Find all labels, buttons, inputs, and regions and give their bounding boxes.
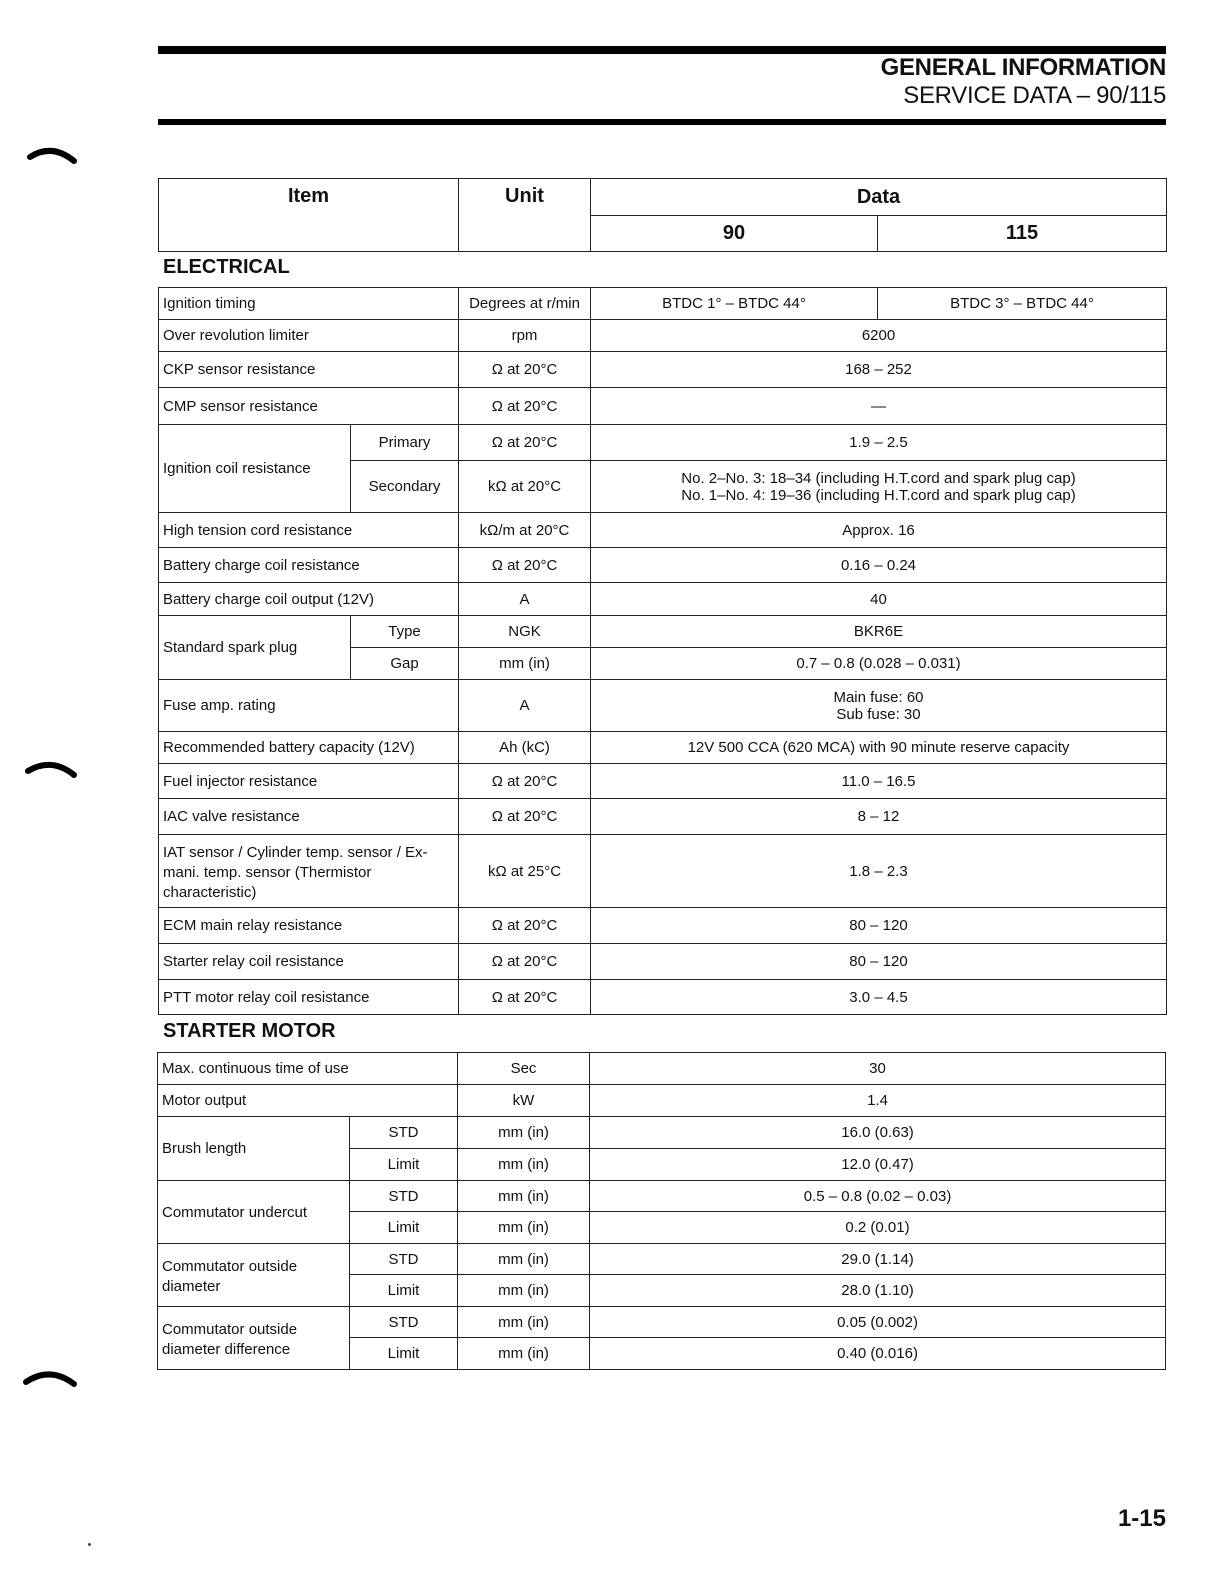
item-ht-cord: High tension cord resistance <box>159 513 459 548</box>
data-cell: BKR6E <box>591 616 1167 648</box>
sub-label: STD <box>350 1181 458 1212</box>
header-model-115: 115 <box>878 216 1167 252</box>
header-data: Data <box>591 179 1167 216</box>
item-cmp-sensor: CMP sensor resistance <box>159 388 459 425</box>
unit-cell: Ω at 20°C <box>459 388 591 425</box>
table-row <box>159 980 1167 1015</box>
table-row <box>159 288 1167 320</box>
starter-motor-table <box>157 1052 1166 1370</box>
unit-cell: Degrees at r/min <box>459 288 591 320</box>
item-starter-relay: Starter relay coil resistance <box>159 944 459 980</box>
column-header-table <box>158 178 1167 252</box>
unit-cell: Ω at 20°C <box>459 352 591 388</box>
data-cell: 3.0 – 4.5 <box>591 980 1167 1015</box>
data-cell: 80 – 120 <box>591 908 1167 944</box>
item-over-rev-limiter: Over revolution limiter <box>159 320 459 352</box>
data-cell: 12.0 (0.47) <box>590 1149 1166 1181</box>
unit-cell: Ω at 20°C <box>459 764 591 799</box>
table-row <box>159 548 1167 583</box>
sub-label: Gap <box>351 648 459 680</box>
data-cell: 0.16 – 0.24 <box>591 548 1167 583</box>
unit-cell: mm (in) <box>458 1212 590 1244</box>
header-unit: Unit <box>459 179 591 252</box>
unit-cell: A <box>459 680 591 732</box>
item-iac-valve: IAC valve resistance <box>159 799 459 835</box>
unit-cell: mm (in) <box>458 1181 590 1212</box>
item-fuel-injector: Fuel injector resistance <box>159 764 459 799</box>
data-cell: 1.4 <box>590 1085 1166 1117</box>
data-line: No. 2–No. 3: 18–34 (including H.T.cord and spark plug cap) <box>681 469 1076 487</box>
page-title: GENERAL INFORMATION <box>880 54 1166 81</box>
data-cell: 6200 <box>591 320 1167 352</box>
unit-cell: mm (in) <box>458 1244 590 1275</box>
table-row <box>158 1085 1166 1117</box>
unit-cell: mm (in) <box>458 1117 590 1149</box>
table-row <box>159 944 1167 980</box>
data-cell: Approx. 16 <box>591 513 1167 548</box>
table-row <box>159 835 1167 908</box>
data-cell: 168 – 252 <box>591 352 1167 388</box>
table-row <box>159 425 1167 461</box>
table-row <box>158 1307 1166 1338</box>
binder-mark-icon <box>22 1366 78 1390</box>
data-cell: 80 – 120 <box>591 944 1167 980</box>
header-model-90: 90 <box>591 216 878 252</box>
data-cell: 0.7 – 0.8 (0.028 – 0.031) <box>591 648 1167 680</box>
data-line: No. 1–No. 4: 19–36 (including H.T.cord and spark plug cap) <box>681 486 1076 504</box>
sub-label: Limit <box>350 1275 458 1307</box>
header-top-rule <box>158 46 1166 54</box>
sub-label: Limit <box>350 1149 458 1181</box>
data-cell: — <box>591 388 1167 425</box>
sub-label: Secondary <box>351 461 459 513</box>
sub-label: STD <box>350 1117 458 1149</box>
item-spark-plug: Standard spark plug <box>159 616 351 680</box>
item-ckp-sensor: CKP sensor resistance <box>159 352 459 388</box>
sub-label: Type <box>351 616 459 648</box>
unit-cell: mm (in) <box>458 1338 590 1370</box>
electrical-table <box>158 287 1167 1015</box>
binder-mark-icon <box>22 757 78 781</box>
table-row <box>158 1117 1166 1149</box>
data-line: Main fuse: 60 <box>833 688 924 706</box>
data-cell: 28.0 (1.10) <box>590 1275 1166 1307</box>
unit-cell: mm (in) <box>458 1307 590 1338</box>
table-row <box>159 680 1167 732</box>
unit-cell: kΩ at 25°C <box>459 835 591 908</box>
table-row <box>159 388 1167 425</box>
table-row <box>159 320 1167 352</box>
table-row <box>158 1053 1166 1085</box>
unit-cell: rpm <box>459 320 591 352</box>
sub-label: STD <box>350 1244 458 1275</box>
unit-cell: mm (in) <box>458 1149 590 1181</box>
table-row <box>159 764 1167 799</box>
table-row <box>159 799 1167 835</box>
unit-cell: kΩ/m at 20°C <box>459 513 591 548</box>
data-cell-115: BTDC 3° – BTDC 44° <box>878 288 1167 320</box>
item-commutator-od-difference: Commutator outside diameter difference <box>158 1307 350 1370</box>
unit-cell: Ω at 20°C <box>459 548 591 583</box>
data-cell: 0.5 – 0.8 (0.02 – 0.03) <box>590 1181 1166 1212</box>
table-row <box>158 1244 1166 1275</box>
item-iat-sensor: IAT sensor / Cylinder temp. sensor / Ex-mani. temp. sensor (Thermistor characteristic) <box>159 835 459 908</box>
unit-cell: kW <box>458 1085 590 1117</box>
unit-cell: Ω at 20°C <box>459 425 591 461</box>
binder-mark-icon <box>22 143 78 167</box>
unit-cell: mm (in) <box>459 648 591 680</box>
data-cell: 0.05 (0.002) <box>590 1307 1166 1338</box>
header-item: Item <box>159 179 459 252</box>
unit-cell: Ah (kC) <box>459 732 591 764</box>
item-ptt-relay: PTT motor relay coil resistance <box>159 980 459 1015</box>
unit-cell: mm (in) <box>458 1275 590 1307</box>
table-row <box>159 616 1167 648</box>
unit-cell: Ω at 20°C <box>459 980 591 1015</box>
table-row <box>159 908 1167 944</box>
item-commutator-od: Commutator outside diameter <box>158 1244 350 1307</box>
data-cell: 16.0 (0.63) <box>590 1117 1166 1149</box>
sub-label: Limit <box>350 1338 458 1370</box>
table-row <box>158 1181 1166 1212</box>
speck-mark <box>88 1543 91 1546</box>
item-fuse-rating: Fuse amp. rating <box>159 680 459 732</box>
sub-label: Primary <box>351 425 459 461</box>
data-cell-90: BTDC 1° – BTDC 44° <box>591 288 878 320</box>
item-ignition-coil: Ignition coil resistance <box>159 425 351 513</box>
page-subtitle: SERVICE DATA – 90/115 <box>903 82 1166 109</box>
section-starter-motor: STARTER MOTOR <box>163 1020 336 1042</box>
table-row <box>159 513 1167 548</box>
unit-cell: Ω at 20°C <box>459 944 591 980</box>
item-ecm-relay: ECM main relay resistance <box>159 908 459 944</box>
data-cell: 30 <box>590 1053 1166 1085</box>
data-cell: 1.9 – 2.5 <box>591 425 1167 461</box>
data-cell: 0.2 (0.01) <box>590 1212 1166 1244</box>
data-cell: 1.8 – 2.3 <box>591 835 1167 908</box>
unit-cell: Ω at 20°C <box>459 908 591 944</box>
data-cell <box>591 461 1167 513</box>
unit-cell: Sec <box>458 1053 590 1085</box>
unit-cell: NGK <box>459 616 591 648</box>
item-max-continuous-time: Max. continuous time of use <box>158 1053 458 1085</box>
table-row <box>159 583 1167 616</box>
data-cell: 11.0 – 16.5 <box>591 764 1167 799</box>
data-cell: 29.0 (1.14) <box>590 1244 1166 1275</box>
data-cell: 0.40 (0.016) <box>590 1338 1166 1370</box>
data-line: Sub fuse: 30 <box>836 705 921 723</box>
table-row <box>159 352 1167 388</box>
item-brush-length: Brush length <box>158 1117 350 1181</box>
item-battery-capacity: Recommended battery capacity (12V) <box>159 732 459 764</box>
data-cell: 40 <box>591 583 1167 616</box>
page-header <box>881 56 1166 108</box>
unit-cell: A <box>459 583 591 616</box>
data-cell: 8 – 12 <box>591 799 1167 835</box>
data-cell <box>591 680 1167 732</box>
sub-label: Limit <box>350 1212 458 1244</box>
item-battery-coil-output: Battery charge coil output (12V) <box>159 583 459 616</box>
section-electrical: ELECTRICAL <box>163 256 290 278</box>
page-number: 1-15 <box>1117 1505 1166 1532</box>
data-cell: 12V 500 CCA (620 MCA) with 90 minute reserve capacity <box>591 732 1167 764</box>
unit-cell: kΩ at 20°C <box>459 461 591 513</box>
unit-cell: Ω at 20°C <box>459 799 591 835</box>
item-commutator-undercut: Commutator undercut <box>158 1181 350 1244</box>
item-ignition-timing: Ignition timing <box>159 288 459 320</box>
sub-label: STD <box>350 1307 458 1338</box>
item-battery-coil-resistance: Battery charge coil resistance <box>159 548 459 583</box>
item-motor-output: Motor output <box>158 1085 458 1117</box>
header-bottom-rule <box>158 119 1166 125</box>
table-row <box>159 732 1167 764</box>
